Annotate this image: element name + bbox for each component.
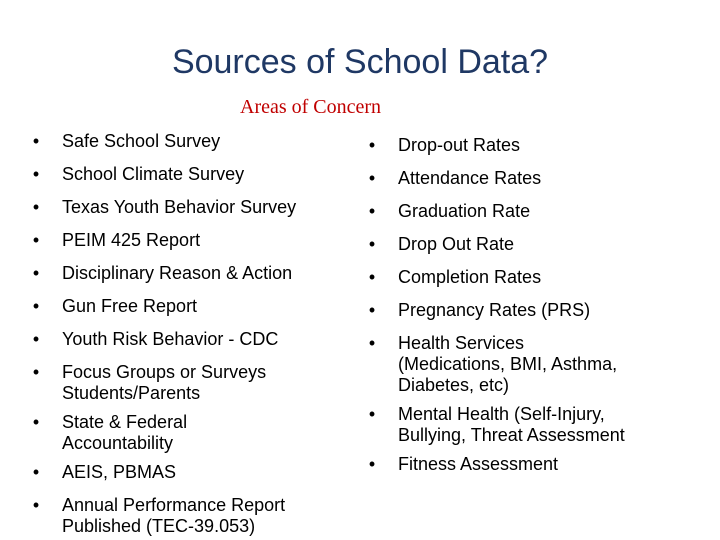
left-list-item [26,229,366,251]
bullet-icon: • [368,168,376,188]
right-list-item [362,403,702,446]
right-bullet-list [362,134,702,486]
left-list-item-text: Texas Youth Behavior Survey [62,197,297,217]
left-list-item [26,196,366,218]
left-list-item [26,262,366,284]
bullet-icon: • [368,201,376,221]
right-list-item [362,266,702,288]
left-list-item-text: Students/Parents [62,383,201,403]
bullet-icon: • [32,131,40,151]
left-list-item-text: Youth Risk Behavior - CDC [62,329,279,349]
right-list-item-text: Diabetes, etc) [398,375,510,395]
bullet-icon: • [368,135,376,155]
right-list-item [362,134,702,156]
right-list-item-text: Bullying, Threat Assessment [398,425,625,445]
right-list-item-text: Completion Rates [398,267,542,287]
right-list-item-text: Fitness Assessment [398,454,559,474]
left-list-item [26,328,366,350]
right-list-item [362,233,702,255]
bullet-icon: • [32,412,40,432]
right-list-item [362,299,702,321]
left-list-item-text: Disciplinary Reason & Action [62,263,293,283]
right-list-item-text: Drop-out Rates [398,135,521,155]
left-list-item-text: Published (TEC-39.053) [62,516,256,536]
right-list-item-text: Graduation Rate [398,201,531,221]
bullet-icon: • [368,234,376,254]
left-list-item-text: Gun Free Report [62,296,198,316]
right-list-item [362,453,702,475]
left-list-item-text: PEIM 425 Report [62,230,201,250]
right-list-item-text: Pregnancy Rates (PRS) [398,300,591,320]
left-list-item [26,461,366,483]
bullet-icon: • [368,267,376,287]
bullet-icon: • [368,454,376,474]
right-list-item-text: Drop Out Rate [398,234,515,254]
right-list-item [362,200,702,222]
right-list-item [362,167,702,189]
left-list-item-text: Annual Performance Report [62,495,286,515]
left-list-item [26,494,366,537]
left-list-item [26,361,366,404]
right-list-item [362,332,702,396]
left-list-item [26,411,366,454]
right-list-item-text: Mental Health (Self-Injury, [398,404,605,424]
bullet-icon: • [32,329,40,349]
left-list-item-text: Focus Groups or Surveys [62,362,267,382]
left-list-item-text: Accountability [62,433,174,453]
left-list-item-text: AEIS, PBMAS [62,462,177,482]
left-list-item [26,130,366,152]
bullet-icon: • [32,164,40,184]
left-list-item [26,295,366,317]
bullet-icon: • [32,263,40,283]
bullet-icon: • [32,495,40,515]
bullet-icon: • [368,404,376,424]
right-list-item-text: Health Services [398,333,525,353]
bullet-icon: • [32,362,40,382]
slide-title: Sources of School Data? [171,43,549,81]
bullet-icon: • [32,296,40,316]
right-list-item-text: Attendance Rates [398,168,542,188]
bullet-icon: • [32,230,40,250]
slide-subtitle: Areas of Concern [240,96,382,118]
bullet-icon: • [32,197,40,217]
left-bullet-list [26,130,366,540]
left-list-item-text: Safe School Survey [62,131,221,151]
bullet-icon: • [368,300,376,320]
bullet-icon: • [32,462,40,482]
left-list-item-text: State & Federal [62,412,188,432]
left-list-item [26,163,366,185]
left-list-item-text: School Climate Survey [62,164,245,184]
bullet-icon: • [368,333,376,353]
right-list-item-text: (Medications, BMI, Asthma, [398,354,618,374]
